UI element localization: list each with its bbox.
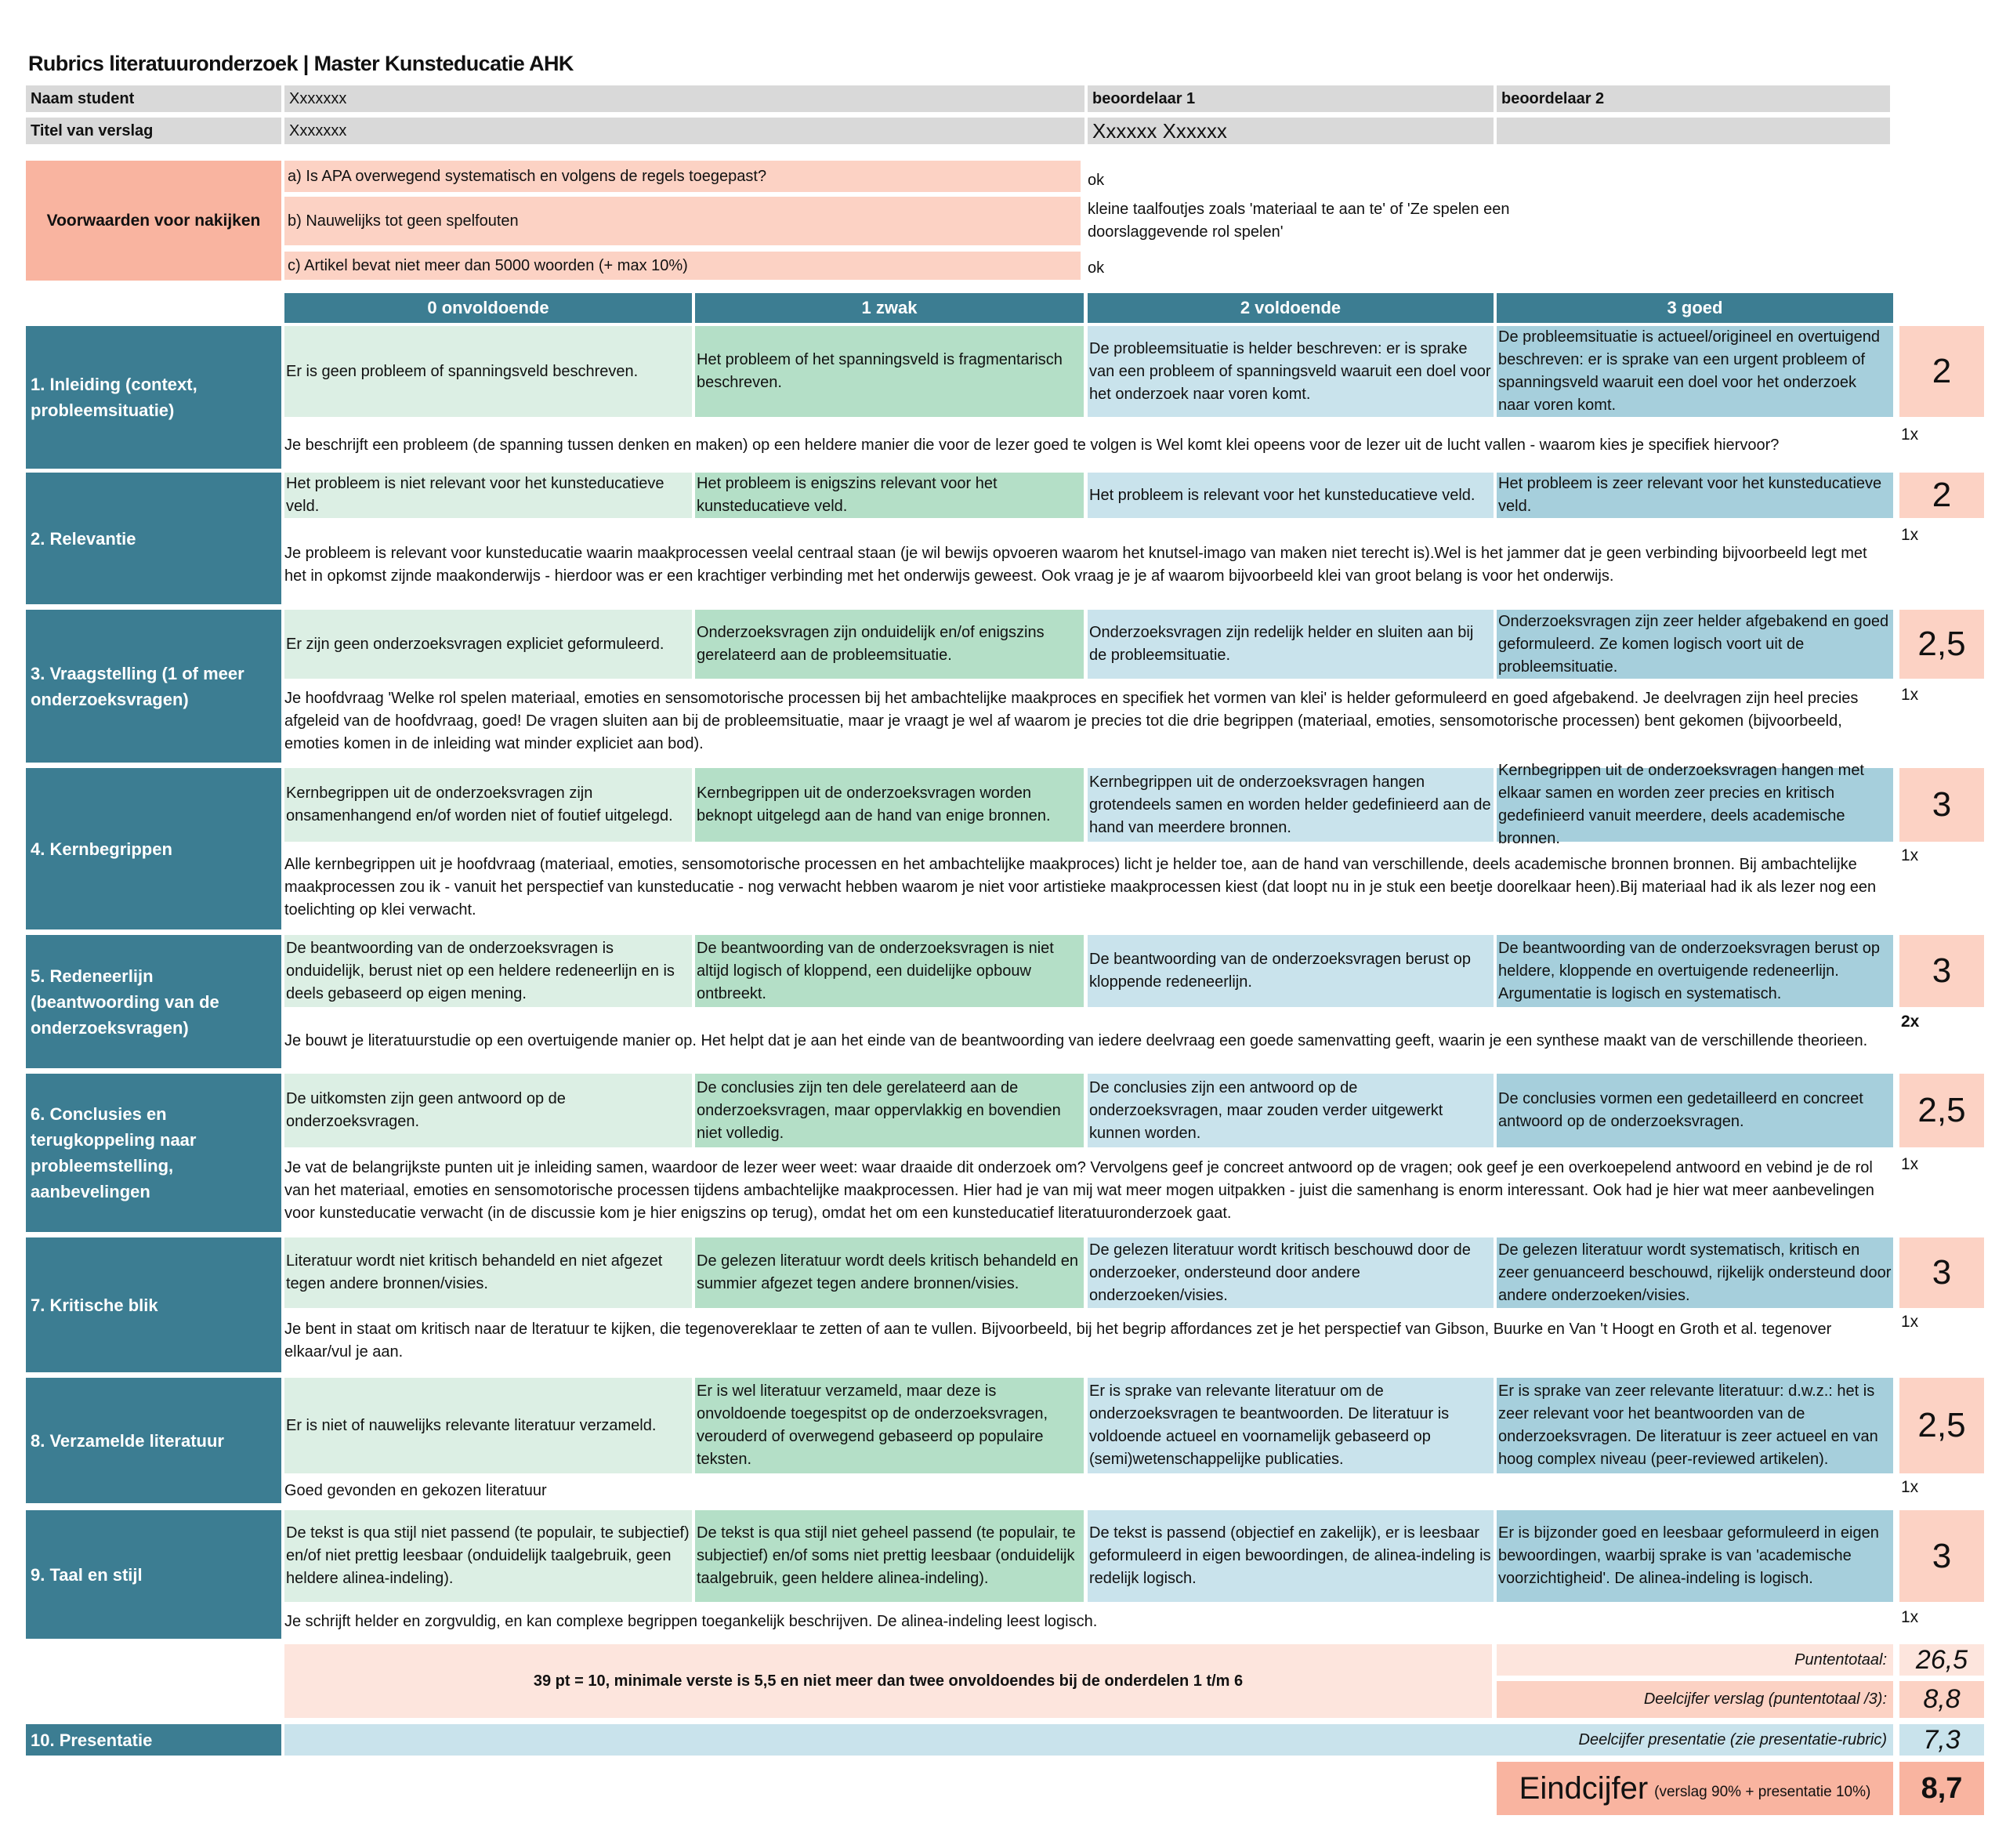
presentation-grade-value: 7,3 — [1899, 1724, 1984, 1756]
condition-question-b: b) Nauwelijks tot geen spelfouten — [284, 197, 1081, 245]
presentation-label: 10. Presentatie — [26, 1724, 281, 1756]
report-grade-value: 8,8 — [1899, 1681, 1984, 1718]
criterion-score: 2 — [1899, 473, 1984, 518]
descriptor-level-2: De beantwoording van de onderzoeksvragen berust op kloppende redeneerlijn. — [1088, 935, 1494, 1007]
condition-question-c: c) Artikel bevat niet meer dan 5000 woorden (+ max 10%) — [284, 252, 1081, 280]
criterion-feedback: Je beschrijft een probleem (de spanning tussen denken en maken) op een heldere manier die voor de lezer goed te volgen is Wel komt klei opeens voor de lezer uit de lucht vallen - waarom kies je specifiek hiervoor? — [284, 436, 1780, 454]
descriptor-level-0: Het probleem is niet relevant voor het kunsteducatieve veld. — [284, 473, 692, 518]
descriptor-level-1: De tekst is qua stijl niet geheel passend (te populair, te subjectief) en/of soms niet prettig leesbaar (onduidelijk taalgebruik, geen heldere alinea-indeling). — [695, 1510, 1084, 1602]
criterion-feedback: Je bouwt je literatuurstudie op een overtuigende manier op. Het helpt dat je aan het einde van de beantwoording van iedere deelvraag een goede samenvatting geeft, waarin je een synthese maakt van de verschillende theorieen. — [284, 1031, 1868, 1049]
level-header-2: 2 voldoende — [1088, 293, 1494, 323]
descriptor-level-2: De conclusies zijn een antwoord op de onderzoeksvragen, maar zouden verder uitgewerkt kunnen worden. — [1088, 1074, 1494, 1147]
descriptor-level-3: Het probleem is zeer relevant voor het kunsteducatieve veld. — [1497, 473, 1893, 518]
total-value: 26,5 — [1899, 1644, 1984, 1676]
criterion-weight: 1x — [1901, 1478, 1919, 1496]
descriptor-level-0: De tekst is qua stijl niet passend (te populair, te subjectief) en/of niet prettig leesbaar (onduidelijk taalgebruik, geen heldere alinea-indeling). — [284, 1510, 692, 1602]
criterion-weight: 1x — [1901, 426, 1919, 444]
criterion-score: 2,5 — [1899, 1378, 1984, 1473]
page-title: Rubrics literatuuronderzoek | Master Kunsteducatie AHK — [28, 52, 574, 75]
criterion-name: 5. Redeneerlijn (beantwoording van de onderzoeksvragen) — [26, 935, 281, 1068]
criterion-score: 3 — [1899, 768, 1984, 842]
descriptor-level-0: Er is niet of nauwelijks relevante literatuur verzameld. — [284, 1378, 692, 1473]
descriptor-level-0: Kernbegrippen uit de onderzoeksvragen zijn onsamenhangend en/of worden niet of foutief uitgelegd. — [284, 768, 692, 842]
grading-note: 39 pt = 10, minimale verste is 5,5 en niet meer dan twee onvoldoendes bij de onderdelen 1 t/m 6 — [284, 1644, 1492, 1718]
presentation-grade-label: Deelcijfer presentatie (zie presentatie-rubric) — [284, 1724, 1893, 1756]
descriptor-level-3: Er is bijzonder goed en leesbaar geformuleerd in eigen bewoordingen, waarbij sprake is van 'academische voorzichtigheid'. De alinea-indeling is logisch. — [1497, 1510, 1893, 1602]
condition-question-a: a) Is APA overwegend systematisch en volgens de regels toegepast? — [284, 161, 1081, 192]
criterion-weight: 2x — [1901, 1013, 1920, 1031]
descriptor-level-2: Er is sprake van relevante literatuur om de onderzoeksvragen te beantwoorden. De literatuur is voldoende actueel en voornamelijk gebaseerd op (semi)wetenschappelijke publicaties. — [1088, 1378, 1494, 1473]
descriptor-level-0: Literatuur wordt niet kritisch behandeld en niet afgezet tegen andere bronnen/visies. — [284, 1237, 692, 1308]
descriptor-level-0: De uitkomsten zijn geen antwoord op de onderzoeksvragen. — [284, 1074, 692, 1147]
criterion-weight: 1x — [1901, 1313, 1919, 1331]
descriptor-level-2: Kernbegrippen uit de onderzoeksvragen hangen grotendeels samen en worden helder gedefinieerd aan de hand van meerdere bronnen. — [1088, 768, 1494, 842]
criterion-name: 7. Kritische blik — [26, 1237, 281, 1372]
criterion-name: 3. Vraagstelling (1 of meer onderzoeksvragen) — [26, 610, 281, 763]
descriptor-level-2: De probleemsituatie is helder beschreven: er is sprake van een probleem of spanningsveld waaruit een doel voor het onderzoek naar voren komt. — [1088, 326, 1494, 417]
descriptor-level-1: De conclusies zijn ten dele gerelateerd aan de onderzoeksvragen, maar oppervlakkig en bovendien niet volledig. — [695, 1074, 1084, 1147]
criterion-score: 2 — [1899, 326, 1984, 417]
descriptor-level-1: De beantwoording van de onderzoeksvragen is niet altijd logisch of kloppend, een duidelijke opbouw ontbreekt. — [695, 935, 1084, 1007]
descriptor-level-3: Er is sprake van zeer relevante literatuur: d.w.z.: het is zeer relevant voor het beantwoorden van de onderzoeksvragen. De literatuur is zeer actueel en van hoog complex niveau (peer-reviewed artikelen). — [1497, 1378, 1893, 1473]
criterion-name: 6. Conclusies en terugkoppeling naar probleemstelling, aanbevelingen — [26, 1074, 281, 1232]
descriptor-level-3: Kernbegrippen uit de onderzoeksvragen hangen met elkaar samen en worden zeer precies en kritisch gedefinieerd vanuit meerdere, deels academische bronnen. — [1497, 768, 1893, 842]
descriptor-level-3: Onderzoeksvragen zijn zeer helder afgebakend en goed geformuleerd. Ze komen logisch voort uit de probleemsituatie. — [1497, 610, 1893, 679]
descriptor-level-1: De gelezen literatuur wordt deels kritisch behandeld en summier afgezet tegen andere bronnen/visies. — [695, 1237, 1084, 1308]
condition-answer-b: kleine taalfoutjes zoals 'materiaal te aan te' of 'Ze spelen een doorslaggevende rol spelen' — [1088, 201, 1510, 241]
criterion-weight: 1x — [1901, 1155, 1919, 1173]
descriptor-level-1: Het probleem of het spanningsveld is fragmentarisch beschreven. — [695, 326, 1084, 417]
criterion-score: 3 — [1899, 1510, 1984, 1602]
final-grade-value: 8,7 — [1899, 1762, 1984, 1815]
criterion-feedback: Goed gevonden en gekozen literatuur — [284, 1481, 547, 1499]
criterion-name: 1. Inleiding (context, probleemsituatie) — [26, 326, 281, 469]
report-title-value: Xxxxxxx — [284, 118, 1084, 144]
final-grade-label-box — [1497, 1762, 1893, 1815]
descriptor-level-1: Er is wel literatuur verzameld, maar deze is onvoldoende toegespitst op de onderzoeksvragen, verouderd of overwegend gebaseerd op populaire teksten. — [695, 1378, 1084, 1473]
criterion-score: 2,5 — [1899, 610, 1984, 679]
descriptor-level-1: Onderzoeksvragen zijn onduidelijk en/of enigszins gerelateerd aan de probleemsituatie. — [695, 610, 1084, 679]
descriptor-level-0: Er zijn geen onderzoeksvragen expliciet geformuleerd. — [284, 610, 692, 679]
report-title-label: Titel van verslag — [26, 118, 281, 144]
criterion-name: 2. Relevantie — [26, 473, 281, 604]
descriptor-level-2: Onderzoeksvragen zijn redelijk helder en sluiten aan bij de probleemsituatie. — [1088, 610, 1494, 679]
criterion-feedback: Je schrijft helder en zorgvuldig, en kan complexe begrippen toegankelijk beschrijven. De alinea-indeling leest logisch. — [284, 1612, 1098, 1630]
descriptor-level-1: Kernbegrippen uit de onderzoeksvragen worden beknopt uitgelegd aan de hand van enige bronnen. — [695, 768, 1084, 842]
descriptor-level-2: De tekst is passend (objectief en zakelijk), er is leesbaar geformuleerd in eigen bewoordingen, de alinea-indeling is redelijk logisch. — [1088, 1510, 1494, 1602]
level-header-0: 0 onvoldoende — [284, 293, 692, 323]
criterion-feedback: Je bent in staat om kritisch naar de lteratuur te kijken, die tegenovereklaar te zetten of aan te vullen. Bijvoorbeeld, bij het begrip affordances zet je het perspectief van Gibson, Buurke en Van 't Hoogt en Groth et al. tegenover elkaar/vul je aan. — [284, 1321, 1832, 1361]
criterion-name: 9. Taal en stijl — [26, 1510, 281, 1639]
descriptor-level-3: De gelezen literatuur wordt systematisch, kritisch en zeer genuanceerd beschouwd, rijkelijk ondersteund door andere onderzoeken/visies. — [1497, 1237, 1893, 1308]
descriptor-level-0: Er is geen probleem of spanningsveld beschreven. — [284, 326, 692, 417]
assessor1-label: beoordelaar 1 — [1088, 85, 1494, 112]
assessor2-label: beoordelaar 2 — [1497, 85, 1890, 112]
student-value: Xxxxxxx — [284, 85, 1084, 112]
criterion-score: 3 — [1899, 935, 1984, 1007]
descriptor-level-1: Het probleem is enigszins relevant voor het kunsteducatieve veld. — [695, 473, 1084, 518]
criterion-weight: 1x — [1901, 686, 1919, 704]
descriptor-level-3: De conclusies vormen een gedetailleerd en concreet antwoord op de onderzoeksvragen. — [1497, 1074, 1893, 1147]
condition-answer-a: ok — [1088, 171, 1105, 189]
student-label: Naam student — [26, 85, 281, 112]
descriptor-level-2: De gelezen literatuur wordt kritisch beschouwd door de onderzoeker, ondersteund door andere onderzoeken/visies. — [1088, 1237, 1494, 1308]
final-grade-label: Eindcijfer — [1519, 1770, 1649, 1806]
criterion-feedback: Je probleem is relevant voor kunsteducatie waarin maakprocessen veelal centraal staan (je wil bewijs opvoeren waarom het knutsel-imago van maken niet terecht is).Wel is het jammer dat je geen verbinding bijvoorbeeld legt met het in opkomst zijnde maakonderwijs - hierdoor was er een krachtiger verbinding met het onderwijs geweest. Ook vraag je je af waarom bijvoorbeeld klei van groot belang is voor het onderwijs. — [284, 545, 1867, 585]
criterion-weight: 1x — [1901, 1608, 1919, 1626]
descriptor-level-3: De probleemsituatie is actueel/origineel en overtuigend beschreven: er is sprake van een urgent probleem of spanningsveld waaruit een doel voor het onderzoek naar voren komt. — [1497, 326, 1893, 417]
criterion-feedback: Alle kernbegrippen uit je hoofdvraag (materiaal, emoties, sensomotorische processen en het ambachtelijke maakproces) licht je helder toe, aan de hand van verschillende, deels academische bronnen bronnen. Bij ambachtelijke maakprocessen zou ik - vanuit het perspectief van kunsteducatie - nog verwacht hebben waarom je niet voor artistieke maakprocessen kiest (dat loopt nu in je stuk een beetje doorelkaar heen).Bij materiaal had ik als lezer nog een toelichting op klei verwacht. — [284, 855, 1877, 919]
assessor1-value: Xxxxxx Xxxxxx — [1088, 118, 1494, 144]
criterion-name: 4. Kernbegrippen — [26, 768, 281, 929]
total-label: Puntentotaal: — [1497, 1644, 1893, 1676]
criterion-score: 2,5 — [1899, 1074, 1984, 1147]
criterion-weight: 1x — [1901, 846, 1919, 864]
criterion-feedback: Je hoofdvraag 'Welke rol spelen materiaal, emoties en sensomotorische processen bij het ambachtelijke maakproces en specifiek het vormen van klei' is helder geformuleerd en goed afgebakend. Je deelvragen zijn heel precies afgeleid van de hoofdvraag, goed! De vragen sluiten aan bij de probleemsituatie, maar je vraagt je wel af waarom je precies tot die drie begrippen (materiaal, emoties, sensomotorische processen) bent gekomen (bijvoorbeeld, emoties komen in de inleiding wat minder expliciet aan bod). — [284, 689, 1859, 752]
conditions-label: Voorwaarden voor nakijken — [26, 161, 281, 281]
descriptor-level-2: Het probleem is relevant voor het kunsteducatieve veld. — [1088, 473, 1494, 518]
level-header-3: 3 goed — [1497, 293, 1893, 323]
criterion-name: 8. Verzamelde literatuur — [26, 1378, 281, 1503]
descriptor-level-0: De beantwoording van de onderzoeksvragen is onduidelijk, berust niet op een heldere redeneerlijn en is deels gebaseerd op eigen mening. — [284, 935, 692, 1007]
criterion-score: 3 — [1899, 1237, 1984, 1308]
condition-answer-c: ok — [1088, 259, 1105, 277]
level-header-1: 1 zwak — [695, 293, 1084, 323]
final-grade-sublabel: (verslag 90% + presentatie 10%) — [1654, 1784, 1871, 1800]
assessor2-value — [1497, 118, 1890, 144]
criterion-feedback: Je vat de belangrijkste punten uit je inleiding samen, waardoor de lezer weer weet: waar draaide dit onderzoek om? Vervolgens geef je concreet antwoord op de vragen; ook geef je een overkoepelend antwoord en vebind je de rol van het materiaal, emoties en sensomotorische processen tijdens ambachtelijke maakprocessen. Hier had je van mij wat meer mogen uitpakken - juist die samenhang is enorm interessant. Ook had je hier wat meer aanbevelingen voor kunsteducatie verwacht (in de discussie kom je hier enigszins op terug), omdat het om een kunsteducatief literatuuronderzoek gaat. — [284, 1158, 1874, 1222]
criterion-weight: 1x — [1901, 526, 1919, 544]
descriptor-level-3: De beantwoording van de onderzoeksvragen berust op heldere, kloppende en overtuigende redeneerlijn. Argumentatie is logisch en systematisch. — [1497, 935, 1893, 1007]
report-grade-label: Deelcijfer verslag (puntentotaal /3): — [1497, 1681, 1893, 1718]
